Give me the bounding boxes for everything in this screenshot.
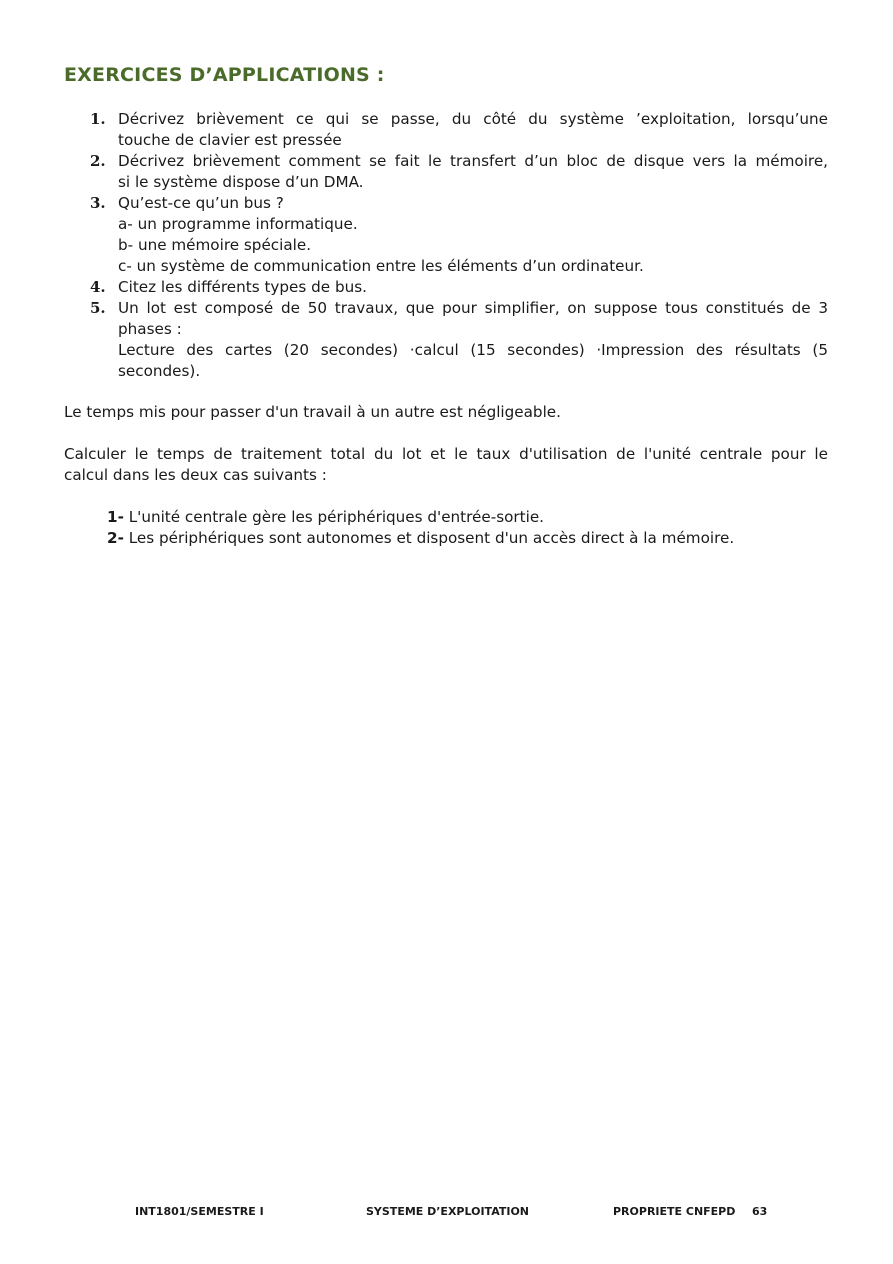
exercise-question: Qu’est-ce qu’un bus ? [118, 194, 284, 212]
exercise-4 [88, 277, 828, 298]
answer-option: c- un système de communication entre les éléments d’un ordinateur. [118, 257, 644, 275]
case-number: 2- [107, 529, 124, 547]
exercise-number: 1. [90, 110, 106, 128]
exercise-text-line: si le système dispose d’un DMA. [118, 173, 364, 191]
instruction-line: Calculer le temps de traitement total du lot et le taux d'utilisation de l'unité centrale pour le [64, 445, 828, 463]
exercise-number: 2. [90, 152, 106, 170]
answer-option: b- une mémoire spéciale. [118, 236, 312, 254]
case-text: Les périphériques sont autonomes et disposent d'un accès direct à la mémoire. [123, 529, 735, 547]
case-list [107, 507, 734, 549]
exercise-3 [88, 193, 828, 277]
exercise-text-line: Citez les différents types de bus. [118, 278, 367, 296]
instruction-paragraph [64, 444, 828, 486]
exercise-text-line: Lecture des cartes (20 secondes) ·calcul (15 secondes) ·Impression des résultats (5 [118, 341, 828, 359]
exercise-text-line: Décrivez brièvement comment se fait le transfert d’un bloc de disque vers la mémoire, [118, 152, 828, 170]
exercise-number: 3. [90, 194, 106, 212]
case-number: 1- [107, 508, 124, 526]
exercise-text-line: secondes). [118, 362, 201, 380]
page-title: EXERCICES D’APPLICATIONS : [64, 64, 385, 86]
exercise-text-line: phases : [118, 320, 182, 338]
exercise-number: 5. [90, 299, 106, 317]
footer-page-number: 63 [752, 1205, 768, 1218]
case-item-2 [107, 528, 734, 549]
statement-paragraph: Le temps mis pour passer d'un travail à un autre est négligeable. [64, 403, 561, 421]
case-text: L'unité centrale gère les périphériques d'entrée-sortie. [123, 508, 545, 526]
exercise-number: 4. [90, 278, 106, 296]
footer-course: INT1801/SEMESTRE I [135, 1205, 264, 1218]
exercise-text-line: touche de clavier est pressée [118, 131, 342, 149]
exercise-2 [88, 151, 828, 193]
exercise-1 [88, 109, 828, 151]
footer-owner: PROPRIETE CNFEPD [613, 1205, 736, 1218]
case-item-1 [107, 507, 734, 528]
answer-option: a- un programme informatique. [118, 215, 358, 233]
exercise-list [88, 109, 828, 382]
instruction-line: calcul dans les deux cas suivants : [64, 466, 327, 484]
footer-subject: SYSTEME D’EXPLOITATION [366, 1205, 530, 1218]
exercise-text-line: Un lot est composé de 50 travaux, que pour simplifier, on suppose tous constitués de 3 [118, 299, 828, 317]
exercise-text-line: Décrivez brièvement ce qui se passe, du côté du système ’exploitation, lorsqu’une [118, 110, 828, 128]
exercise-5 [88, 298, 828, 382]
